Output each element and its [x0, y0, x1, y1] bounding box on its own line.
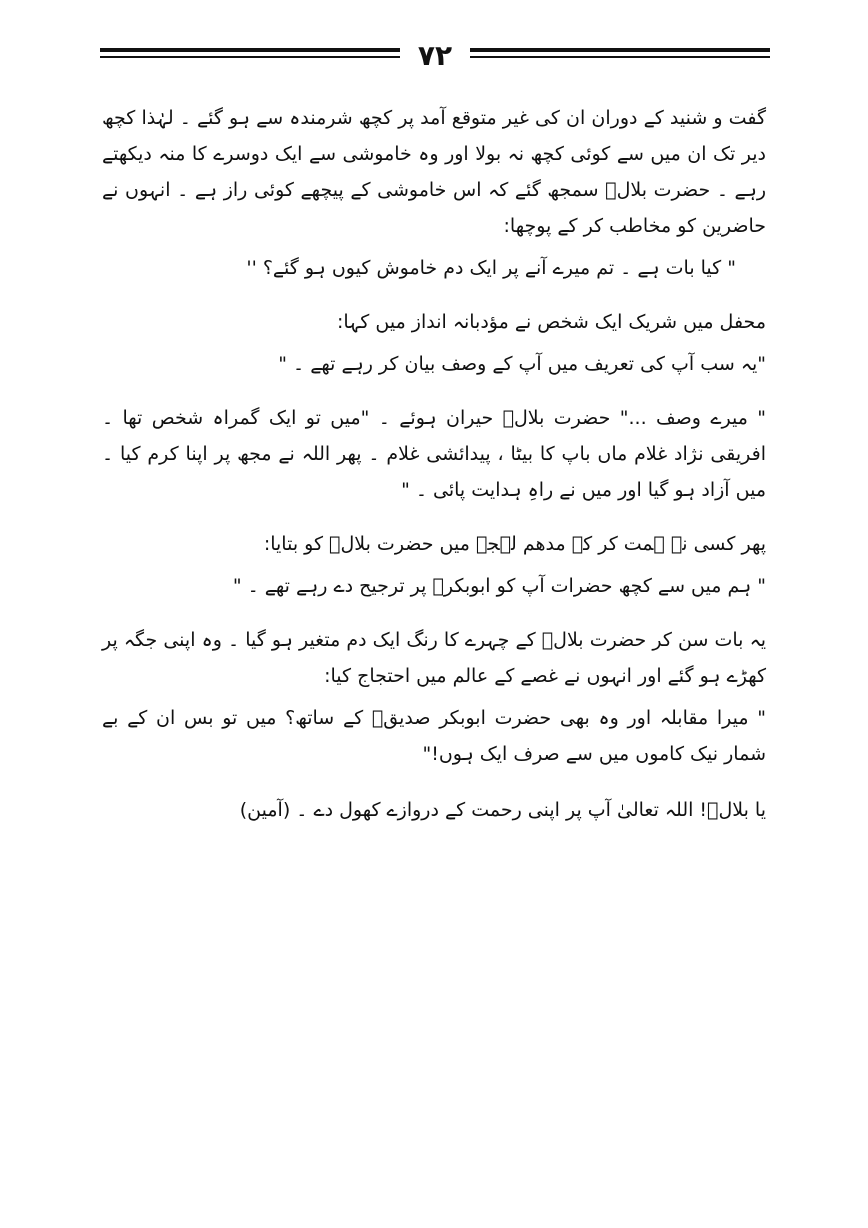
- paragraph-4-quote: "یہ سب آپ کی تعریف میں آپ کے وصف بیان کر رہے تھے ۔ ": [278, 353, 766, 375]
- paragraph-6: پھر کسی نے ہمت کر کے مدھم لہجے میں حضرت بلالؓ کو بتایا:: [263, 533, 766, 555]
- page-header: [100, 36, 770, 76]
- page-body: [102, 100, 766, 846]
- header-rule-right: [470, 48, 770, 62]
- paragraph-2-quote: " کیا بات ہے ۔ تم میرے آنے پر ایک دم خاموش کیوں ہو گئے؟ '': [246, 257, 736, 279]
- paragraph-7-quote: " ہم میں سے کچھ حضرات آپ کو ابوبکرؓ پر ترجیح دے رہے تھے ۔ ": [232, 575, 766, 597]
- paragraph-9-quote: " میرا مقابلہ اور وہ بھی حضرت ابوبکر صدیقؓ کے ساتھ؟ میں تو بس ان کے بے شمار نیک کاموں میں سے صرف ایک ہوں!": [102, 707, 766, 765]
- paragraph-1: گفت و شنید کے دوران ان کی غیر متوقع آمد پر کچھ شرمندہ سے ہو گئے ۔ لہٰذا کچھ دیر تک ان میں سے کوئی کچھ نہ بولا اور وہ خاموشی سے ایک دوسرے کا منہ دیکھتے رہے ۔ حضرت بلالؓ سمجھ گئے کہ اس خاموشی کے پیچھے کوئی راز ہے ۔ انہوں نے حاضرین کو مخاطب کر کے پوچھا:: [102, 107, 766, 237]
- paragraph-10-prayer: یا بلالؓ! اللہ تعالیٰ آپ پر اپنی رحمت کے دروازے کھول دے ۔ (آمین): [239, 799, 766, 821]
- paragraph-5: " میرے وصف ..." حضرت بلالؓ حیران ہوئے ۔ "میں تو ایک گمراہ شخص تھا ۔ افریقی نژاد غلام ماں باپ کا بیٹا ، پیدائشی غلام ۔ پھر اللہ نے مجھ پر اپنا کرم کیا ۔ میں آزاد ہو گیا اور میں نے راہِ ہدایت پائی ۔ ": [102, 407, 766, 501]
- page-number: ۷۲: [417, 39, 453, 72]
- header-rule-left: [100, 48, 400, 62]
- paragraph-8: یہ بات سن کر حضرت بلالؓ کے چہرے کا رنگ ایک دم متغیر ہو گیا ۔ وہ اپنی جگہ پر کھڑے ہو گئے اور انہوں نے غصے کے عالم میں احتجاج کیا:: [102, 629, 766, 687]
- paragraph-3: محفل میں شریک ایک شخص نے مؤدبانہ انداز میں کہا:: [336, 311, 766, 333]
